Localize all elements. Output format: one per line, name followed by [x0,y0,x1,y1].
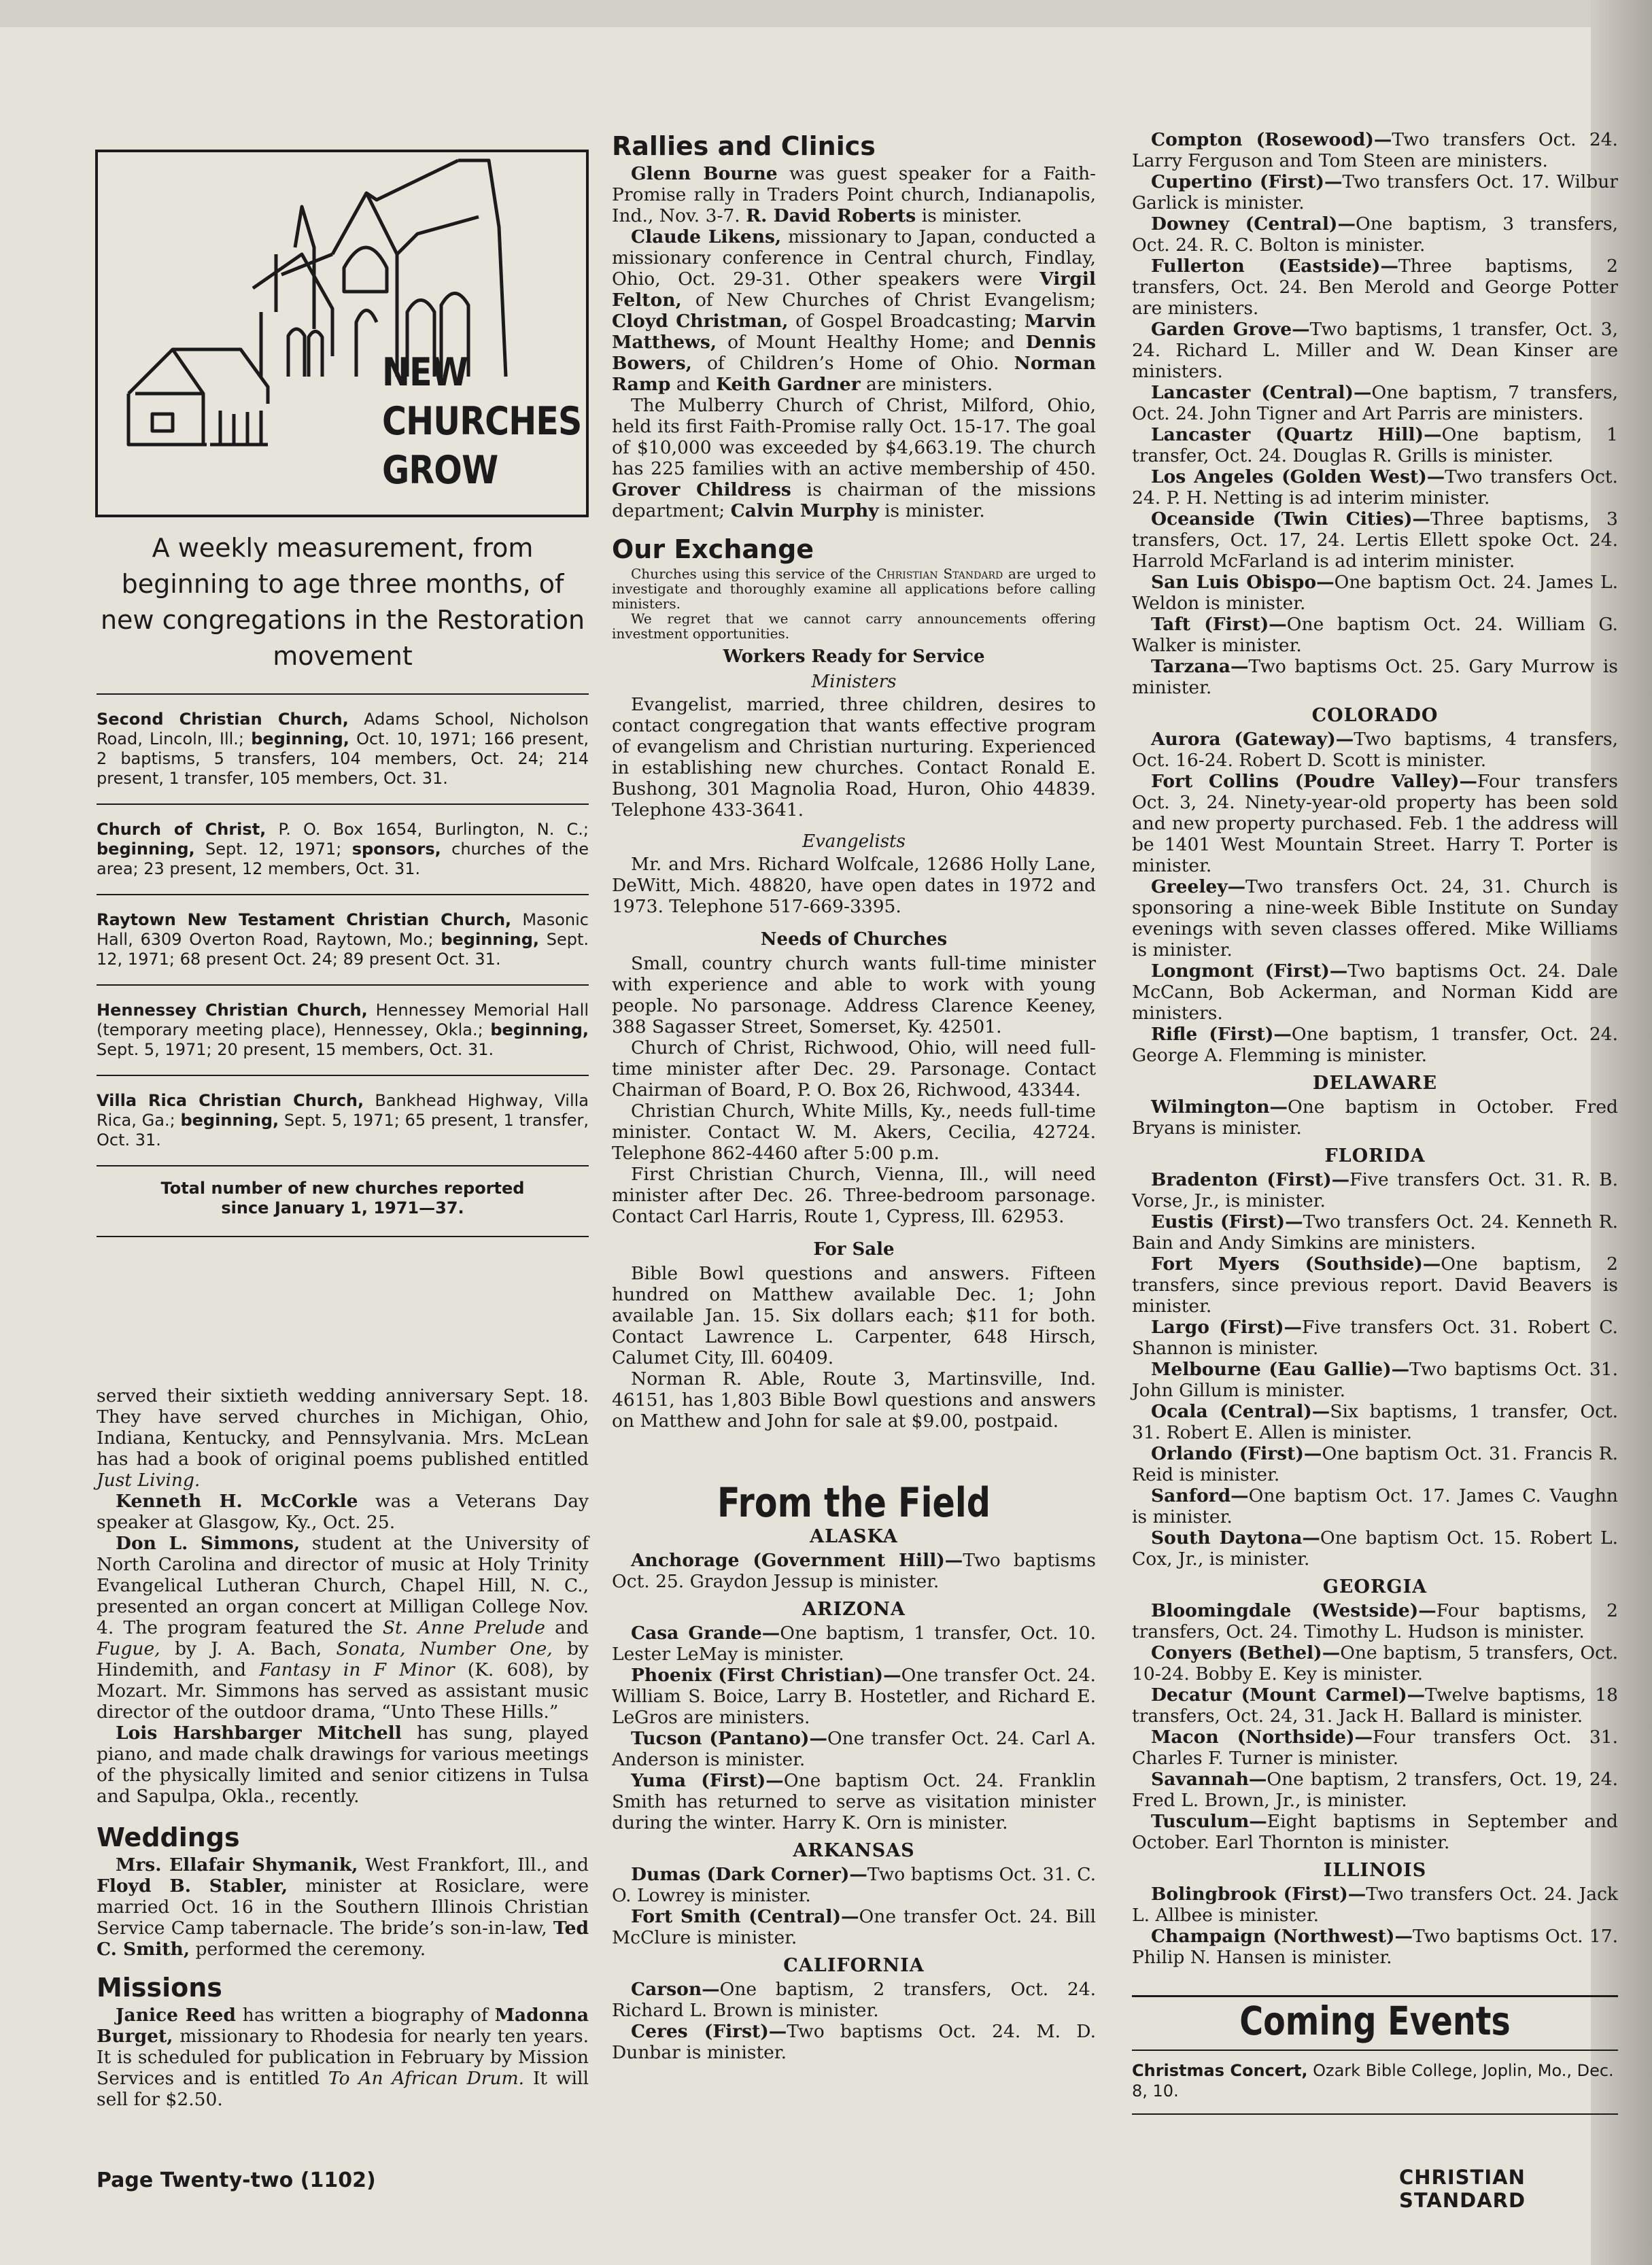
field-report [1132,1642,1618,1684]
logo-line-1: NEW [382,350,468,395]
church-place: Longmont (First)— [1151,961,1348,982]
report-text: Twelve baptisms, 18 transfers, Oct. 24, 31. Jack H. Ballard is minister. [1132,1684,1618,1727]
church-place: Lancaster (Quartz Hill)— [1151,424,1442,445]
church-address: P. O. Box 1654, Burlington, N. C.; [266,820,589,839]
field-report [1132,508,1618,572]
field-report [1132,1253,1618,1317]
field-report [1132,129,1618,171]
column-3 [1132,129,1618,2115]
new-church-entry [97,986,589,1076]
report-text: Five transfers Oct. 31. R. B. Vorse, Jr., is minister. [1132,1169,1618,1211]
field-report [1132,1769,1618,1811]
tagline: A weekly measurement, from beginning to age three months, of new congregations in the Restoration movement [100,533,585,671]
report-text: Two baptisms Oct. 25. Graydon Jessup is minister. [612,1550,1096,1592]
church-place: Tusculum— [1151,1811,1267,1832]
report-text: One transfer Oct. 24. William S. Boice, Larry B. Hostetler, and Richard E. LeGros are ministers. [612,1665,1096,1728]
report-text: One baptism Oct. 24. William G. Walker is minister. [1132,614,1618,656]
report-text: One baptism, 1 transfer, Oct. 10. Lester LeMay is minister. [612,1623,1096,1665]
report-text: Two transfers Oct. 24. Kenneth R. Bain and Andy Simkins are ministers. [1132,1211,1618,1253]
report-text: Two transfers Oct. 24, 31. Church is sponsoring a nine-week Bible Institute on Sunday evenings with seven classes offered. Mike Williams is minister. [1132,876,1618,961]
exchange-heading: Our Exchange [612,534,814,564]
page-number: Page Twenty-two (1102) [97,2168,376,2192]
field-report [1132,961,1618,1024]
entry-label: beginning, [490,1020,589,1039]
church-place: Decatur (Mount Carmel)— [1151,1684,1426,1706]
for-sale-heading: For Sale [813,1239,895,1260]
missions-heading: Missions [97,1973,222,2003]
field-report [1132,572,1618,614]
church-place: Bolingbrook (First)— [1151,1884,1366,1905]
field-report [1132,424,1618,466]
church-place: Wilmington— [1151,1096,1288,1118]
church-place: Lancaster (Central)— [1151,382,1372,403]
church-place: Savannah— [1151,1769,1267,1790]
field-report [1132,1684,1618,1727]
report-text: Four transfers Oct. 31. Charles F. Turner is minister. [1132,1727,1618,1769]
report-text: Three baptisms, 3 transfers, Oct. 17, 24. Lertis Ellett spoke Oct. 24. Harrold McFarland is ad interim minister. [1132,508,1618,572]
church-stats: Sept. 5, 1971; 20 present, 15 members, Oct. 31. [97,1040,494,1059]
church-name: Second Christian Church, [97,710,349,729]
church-name: Raytown New Testament Christian Church, [97,910,512,929]
wedding-paragraph: Mrs. Ellafair Shymanik, West Frankfort, Ill., and Floyd B. Stabler, minister at Rosiclare, were married Oct. 16 in the Southern Illinois Christian Service Camp tabernacle. The bride’s son-in-law, Ted C. Smith, performed the ceremony. [97,1854,589,1960]
report-text: Two baptisms Oct. 24. M. D. Dunbar is minister. [612,2021,1096,2063]
field-report [612,1770,1096,1833]
ad-paragraph: Bible Bowl questions and answers. Fifteen hundred on Matthew available Dec. 1; John available Jan. 15. Six dollars each; $11 for both. Contact Lawrence L. Carpenter, 648 Hirsch, Calumet City, Ill. 60409. [612,1263,1096,1368]
church-address: Adams School, Nicholson Road, Lincoln, Ill.; [97,710,589,748]
field-report [1132,1024,1618,1066]
report-text: Two baptisms Oct. 31. John Gillum is minister. [1132,1359,1618,1401]
report-text: Two transfers Oct. 24. Jack L. Allbee is minister. [1132,1884,1618,1926]
field-report [1132,656,1618,698]
entry-label: beginning, [180,1111,279,1130]
new-churches-list [97,693,589,1237]
report-text: Two baptisms, 4 transfers, Oct. 16-24. Robert D. Scott is minister. [1132,729,1618,771]
church-place: Rifle (First)— [1151,1024,1292,1045]
church-name: Hennessey Christian Church, [97,1001,368,1020]
church-place: Los Angeles (Golden West)— [1151,466,1445,487]
report-text: Two baptisms Oct. 24. Dale McCann, Bob Ackerman, and Norman Kidd are ministers. [1132,961,1618,1024]
field-report [1132,771,1618,876]
church-place: Phoenix (First Christian)— [631,1665,901,1686]
from-the-field-heading: From the Field [717,1479,991,1527]
church-address: Hennessey Memorial Hall (temporary meeting place), Hennessey, Okla.; [97,1001,589,1039]
church-place: Downey (Central)— [1151,213,1356,235]
new-churches-grow-logo [95,150,589,517]
report-text: One baptism, 7 transfers, Oct. 24. John Tigner and Art Parris are ministers. [1132,382,1618,424]
field-report [1132,319,1618,382]
entry-label: beginning, [251,729,349,748]
field-report [612,2021,1096,2063]
report-text: Six baptisms, 1 transfer, Oct. 31. Robert E. Allen is minister. [1132,1401,1618,1443]
publication-name: CHRISTIAN STANDARD [1399,2166,1526,2212]
church-stats: Sept. 12, 1971; 68 present Oct. 24; 89 present Oct. 31. [97,930,589,969]
field-report [1132,1401,1618,1443]
logo-line-3: GROW [382,448,498,493]
ad-paragraph: Small, country church wants full-time minister with experience and able to work with young people. No parsonage. Address Clarence Keeney, 388 Sagasser Street, Somerset, Ky. 42501. [612,953,1096,1037]
church-place: Sanford— [1151,1485,1249,1506]
report-text: Eight baptisms in September and October. Earl Thornton is minister. [1132,1811,1618,1853]
field-report [1132,1359,1618,1401]
exchange-notice: We regret that we cannot carry announcements offering investment opportunities. [612,610,1096,642]
field-report [1132,614,1618,656]
person-name: Don L. Simmons, [116,1533,300,1554]
person-name: Lois Harshbarger Mitchell [116,1723,402,1744]
church-place: Largo (First)— [1151,1317,1303,1338]
report-text: Three baptisms, 2 transfers, Oct. 24. Ben Merold and George Potter are ministers. [1132,256,1618,319]
field-report [612,1550,1096,1592]
new-church-entry [97,693,589,805]
church-place: Aurora (Gateway)— [1151,729,1354,750]
ad-paragraph: Evangelist, married, three children, desires to contact congregation that wants effective program of evangelism and Christian nurturing. Experienced in establishing new churches. Contact Ronald E. Bushong, 301 Magnolia Road, Huron, Ohio 44839. Telephone 433-3641. [612,694,1096,820]
report-text: Two transfers Oct. 24. P. H. Netting is ad interim minister. [1132,466,1618,508]
ad-paragraph: Christian Church, White Mills, Ky., needs full-time minister. Contact W. M. Akers, Cecilia, 42724. Telephone 862-4460 after 5:00 p.m. [612,1101,1096,1164]
total-new-churches [97,1166,589,1237]
book-title: Just Living. [97,1470,201,1491]
church-place: Fullerton (Eastside)— [1151,256,1398,277]
report-text: One transfer Oct. 24. Bill McClure is minister. [612,1906,1097,1948]
church-place: Cupertino (First)— [1151,171,1343,192]
entry-label: beginning, [97,840,195,859]
church-place: Garden Grove— [1151,319,1310,340]
total-line-1: Total number of new churches reported [160,1179,525,1198]
church-stats: Sept. 12, 1971; [194,840,352,859]
field-report [1132,1884,1618,1926]
report-text: Two baptisms Oct. 17. Philip N. Hansen is minister. [1132,1926,1618,1968]
ministers-subheading: Ministers [811,672,897,692]
field-report [1132,1096,1618,1139]
field-report [1132,1727,1618,1769]
church-place: Fort Collins (Poudre Valley)— [1151,771,1478,792]
entry-label: beginning, [441,930,539,949]
church-stats: Sept. 5, 1971; 65 present, 1 transfer, Oct. 31. [97,1111,589,1149]
new-church-entry [97,895,589,986]
rallies-heading: Rallies and Clinics [612,131,876,161]
field-reports [612,1526,1096,2063]
report-text: One baptism Oct. 15. Robert L. Cox, Jr., is minister. [1132,1527,1618,1570]
field-report [1132,1527,1618,1570]
entry-label: sponsors, [351,840,441,859]
report-text: One baptism Oct. 17. James C. Vaughn is minister. [1132,1485,1618,1527]
church-place: Conyers (Bethel)— [1151,1642,1341,1663]
field-report [1132,729,1618,771]
logo-text [382,348,581,495]
field-report [1132,256,1618,319]
new-church-entry [97,805,589,895]
report-text: Four transfers Oct. 3, 24. Ninety-year-old property has been sold and new property purchased. Feb. 1 the address will be 1401 West Mountain Street. Harry T. Porter is minister. [1132,771,1618,876]
church-place: Anchorage (Government Hill)— [631,1550,963,1571]
rally-paragraph: The Mulberry Church of Christ, Milford, Ohio, held its first Faith-Promise rally Oct. 15-17. The goal of $10,000 was exceeded by $4,663.19. The church has 225 families with an active membership of 450. Grover Childress is chairman of the missions department; Calvin Murphy is minister. [612,395,1096,521]
field-report [612,1864,1096,1906]
field-report [1132,1169,1618,1211]
report-text: One baptism, 1 transfer, Oct. 24. Douglas R. Grills is minister. [1132,424,1618,466]
state-heading: FLORIDA [1324,1145,1426,1166]
ad-paragraph: Church of Christ, Richwood, Ohio, will need full-time minister after Dec. 29. Parsonage. Contact Chairman of Board, P. O. Box 26, Richwood, 43344. [612,1037,1096,1101]
state-heading: ALASKA [810,1526,898,1547]
field-report [1132,876,1618,961]
church-place: Tucson (Pantano)— [631,1728,827,1749]
field-report [1132,1211,1618,1253]
field-report [1132,1811,1618,1853]
person-name: Kenneth H. McCorkle [116,1491,358,1512]
church-place: Champaign (Northwest)— [1151,1926,1413,1947]
event-item [1132,2050,1618,2115]
church-place: San Luis Obispo— [1151,572,1335,593]
church-place: Bradenton (First)— [1151,1169,1350,1190]
church-place: Casa Grande— [631,1623,780,1644]
field-report [1132,466,1618,508]
report-text: One baptism Oct. 24. Franklin Smith has returned to serve as visitation minister during the winter. Harry K. Orn is minister. [612,1770,1096,1833]
event-details: Ozark Bible College, Joplin, Mo., Dec. 8, 10. [1132,2061,1614,2100]
report-text: Five transfers Oct. 31. Robert C. Shannon is minister. [1132,1317,1618,1359]
state-heading: CALIFORNIA [783,1955,925,1976]
field-report [612,1906,1096,1948]
report-text: Two transfers Oct. 24. Larry Ferguson and Tom Steen are ministers. [1132,129,1618,171]
church-place: Fort Smith (Central)— [631,1906,859,1927]
report-text: One baptism, 2 transfers, Oct. 24. Richard L. Brown is minister. [612,1979,1096,2021]
report-text: Two baptisms Oct. 25. Gary Murrow is minister. [1132,656,1618,698]
church-place: Fort Myers (Southside)— [1151,1253,1441,1275]
church-place: Orlando (First)— [1151,1443,1322,1464]
state-heading: ARKANSAS [793,1840,915,1861]
field-report [612,1665,1096,1728]
church-stats: churches of the area; 23 present, 12 members, Oct. 31. [97,840,589,878]
church-place: Taft (First)— [1151,614,1287,635]
column-2 [612,131,1096,2063]
workers-heading: Workers Ready for Service [723,646,985,667]
report-text: One baptism Oct. 24. James L. Weldon is minister. [1132,572,1618,614]
rally-paragraph: Glenn Bourne was guest speaker for a Faith-Promise rally in Traders Point church, Indianapolis, Ind., Nov. 3-7. R. David Roberts is minister. [612,163,1096,226]
field-report [1132,213,1618,256]
field-report [1132,382,1618,424]
state-heading: ILLINOIS [1323,1860,1427,1881]
report-text: One transfer Oct. 24. Carl A. Anderson is minister. [612,1728,1096,1770]
church-place: Eustis (First)— [1151,1211,1303,1232]
report-text: One baptism, 5 transfers, Oct. 10-24. Bobby E. Key is minister. [1132,1642,1619,1684]
needs-heading: Needs of Churches [760,929,948,950]
field-reports-continued [1132,129,1618,1968]
state-heading: COLORADO [1311,705,1439,726]
church-stats: Oct. 10, 1971; 166 present, 2 baptisms, 5 transfers, 104 members, Oct. 24; 214 present, 1 transfer, 105 members, Oct. 31. [97,729,589,788]
church-address: Masonic Hall, 6309 Overton Road, Raytown, Mo.; [97,910,589,949]
church-place: Yuma (First)— [631,1770,784,1791]
state-heading: DELAWARE [1312,1073,1438,1094]
church-place: Carson— [631,1979,720,2000]
report-text: Four baptisms, 2 transfers, Oct. 24. Timothy L. Hudson is minister. [1132,1600,1618,1642]
report-text: Two baptisms, 1 transfer, Oct. 3, 24. Richard L. Miller and W. Dean Kinser are ministers. [1132,319,1618,382]
new-church-entry [97,1076,589,1166]
field-report [1132,1317,1618,1359]
weddings-heading: Weddings [97,1822,240,1852]
report-text: One baptism in October. Fred Bryans is minister. [1132,1096,1618,1139]
church-place: Compton (Rosewood)— [1151,129,1392,150]
report-text: One baptism, 1 transfer, Oct. 24. George A. Flemming is minister. [1132,1024,1618,1066]
church-place: Dumas (Dark Corner)— [631,1864,867,1885]
ad-paragraph: Norman R. Able, Route 3, Martinsville, Ind. 46151, has 1,803 Bible Bowl questions and answers on Matthew and John for sale at $9.00, postpaid. [612,1368,1096,1432]
coming-events-heading: Coming Events [1239,1998,1511,2044]
total-line-2: since January 1, 1971—37. [221,1198,464,1217]
mitchell-paragraph: Lois Harshbarger Mitchell has sung, played piano, and made chalk drawings for various meetings of the physically limited and senior citizens in Tulsa and Sapulpa, Okla., recently. [97,1723,589,1807]
report-text: One baptism, 2 transfers, Oct. 19, 24. Fred L. Brown, Jr., is minister. [1132,1769,1618,1811]
exchange-notice: Churches using this service of the Christian Standard are urged to investigate and thoroughly examine all applications before calling ministers. [612,566,1097,612]
event-name: Christmas Concert, [1132,2061,1308,2080]
missions-paragraph: Janice Reed has written a biography of Madonna Burget, missionary to Rhodesia for nearly ten years. It is scheduled for publication in February by Mission Services and is entitled To An African Drum. It will sell for $2.50. [97,2005,589,2110]
events-rule [1132,1995,1618,1997]
church-name: Villa Rica Christian Church, [97,1091,364,1110]
church-address: Bankhead Highway, Villa Rica, Ga.; [97,1091,589,1130]
field-report [1132,1926,1618,1968]
anniversary-paragraph: served their sixtieth wedding anniversary Sept. 18. They have served churches in Michigan, Ohio, Indiana, Kentucky, and Pennsylvania. Mrs. McLean has had a book of original poems published entitled Just Living. [97,1385,589,1491]
church-place: Ceres (First)— [631,2021,787,2042]
report-text: Two baptisms Oct. 31. C. O. Lowrey is minister. [612,1864,1096,1906]
ad-paragraph: First Christian Church, Vienna, Ill., will need minister after Dec. 26. Three-bedroom parsonage. Contact Carl Harris, Route 1, Cypress, Ill. 62953. [612,1164,1096,1227]
field-report [1132,1600,1618,1642]
report-text: One baptism, 3 transfers, Oct. 24. R. C. Bolton is minister. [1132,213,1618,256]
evangelists-subheading: Evangelists [802,831,906,852]
church-place: Macon (Northside)— [1151,1727,1373,1748]
field-report [1132,1443,1618,1485]
state-heading: ARIZONA [802,1599,906,1620]
church-place: Oceanside (Twin Cities)— [1151,508,1431,530]
report-text: One baptism Oct. 31. Francis R. Reid is minister. [1132,1443,1618,1485]
field-report [1132,171,1618,213]
report-text: One baptism, 2 transfers, since previous report. David Beavers is minister. [1132,1253,1618,1317]
field-report [612,1728,1096,1770]
rally-paragraph: Claude Likens, missionary to Japan, conducted a missionary conference in Central church, Findlay, Ohio, Oct. 29-31. Other speakers were Virgil Felton, of New Churches of Christ Evangelism; Cloyd Christman, of Gospel Broadcasting; Marvin Matthews, of Mount Healthy Home; and Dennis Bowers, of Children’s Home of Ohio. Norman Ramp and Keith Gardner are ministers. [612,226,1096,395]
church-place: South Daytona— [1151,1527,1320,1549]
ad-paragraph: Mr. and Mrs. Richard Wolfcale, 12686 Holly Lane, DeWitt, Mich. 48820, have open dates in 1972 and 1973. Telephone 517-669-3395. [612,854,1096,917]
logo-line-2: CHURCHES [382,399,582,444]
column-1 [97,1385,589,2110]
church-place: Greeley— [1151,876,1246,897]
field-report [1132,1485,1618,1527]
simmons-paragraph: Don L. Simmons, student at the University of North Carolina and director of music at Holy Trinity Evangelical Lutheran Church, Chapel Hill, N. C., presented an organ concert at Milligan College Nov. 4. The program featured the St. Anne Prelude and Fugue, by J. A. Bach, Sonata, Number One, by Hindemith, and Fantasy in F Minor (K. 608), by Mozart. Mr. Simmons has served as assistant music director of the outdoor drama, “Unto These Hills.” [97,1533,589,1723]
field-report [612,1623,1096,1665]
church-name: Church of Christ, [97,820,266,839]
report-text: Two transfers Oct. 17. Wilbur Garlick is minister. [1132,171,1618,213]
church-place: Ocala (Central)— [1151,1401,1330,1422]
mccorkle-paragraph: Kenneth H. McCorkle was a Veterans Day speaker at Glasgow, Ky., Oct. 25. [97,1491,589,1533]
state-heading: GEORGIA [1322,1576,1428,1597]
church-place: Melbourne (Eau Gallie)— [1151,1359,1410,1380]
church-place: Bloomingdale (Westside)— [1151,1600,1436,1621]
church-place: Tarzana— [1151,656,1249,677]
field-report [612,1979,1096,2021]
